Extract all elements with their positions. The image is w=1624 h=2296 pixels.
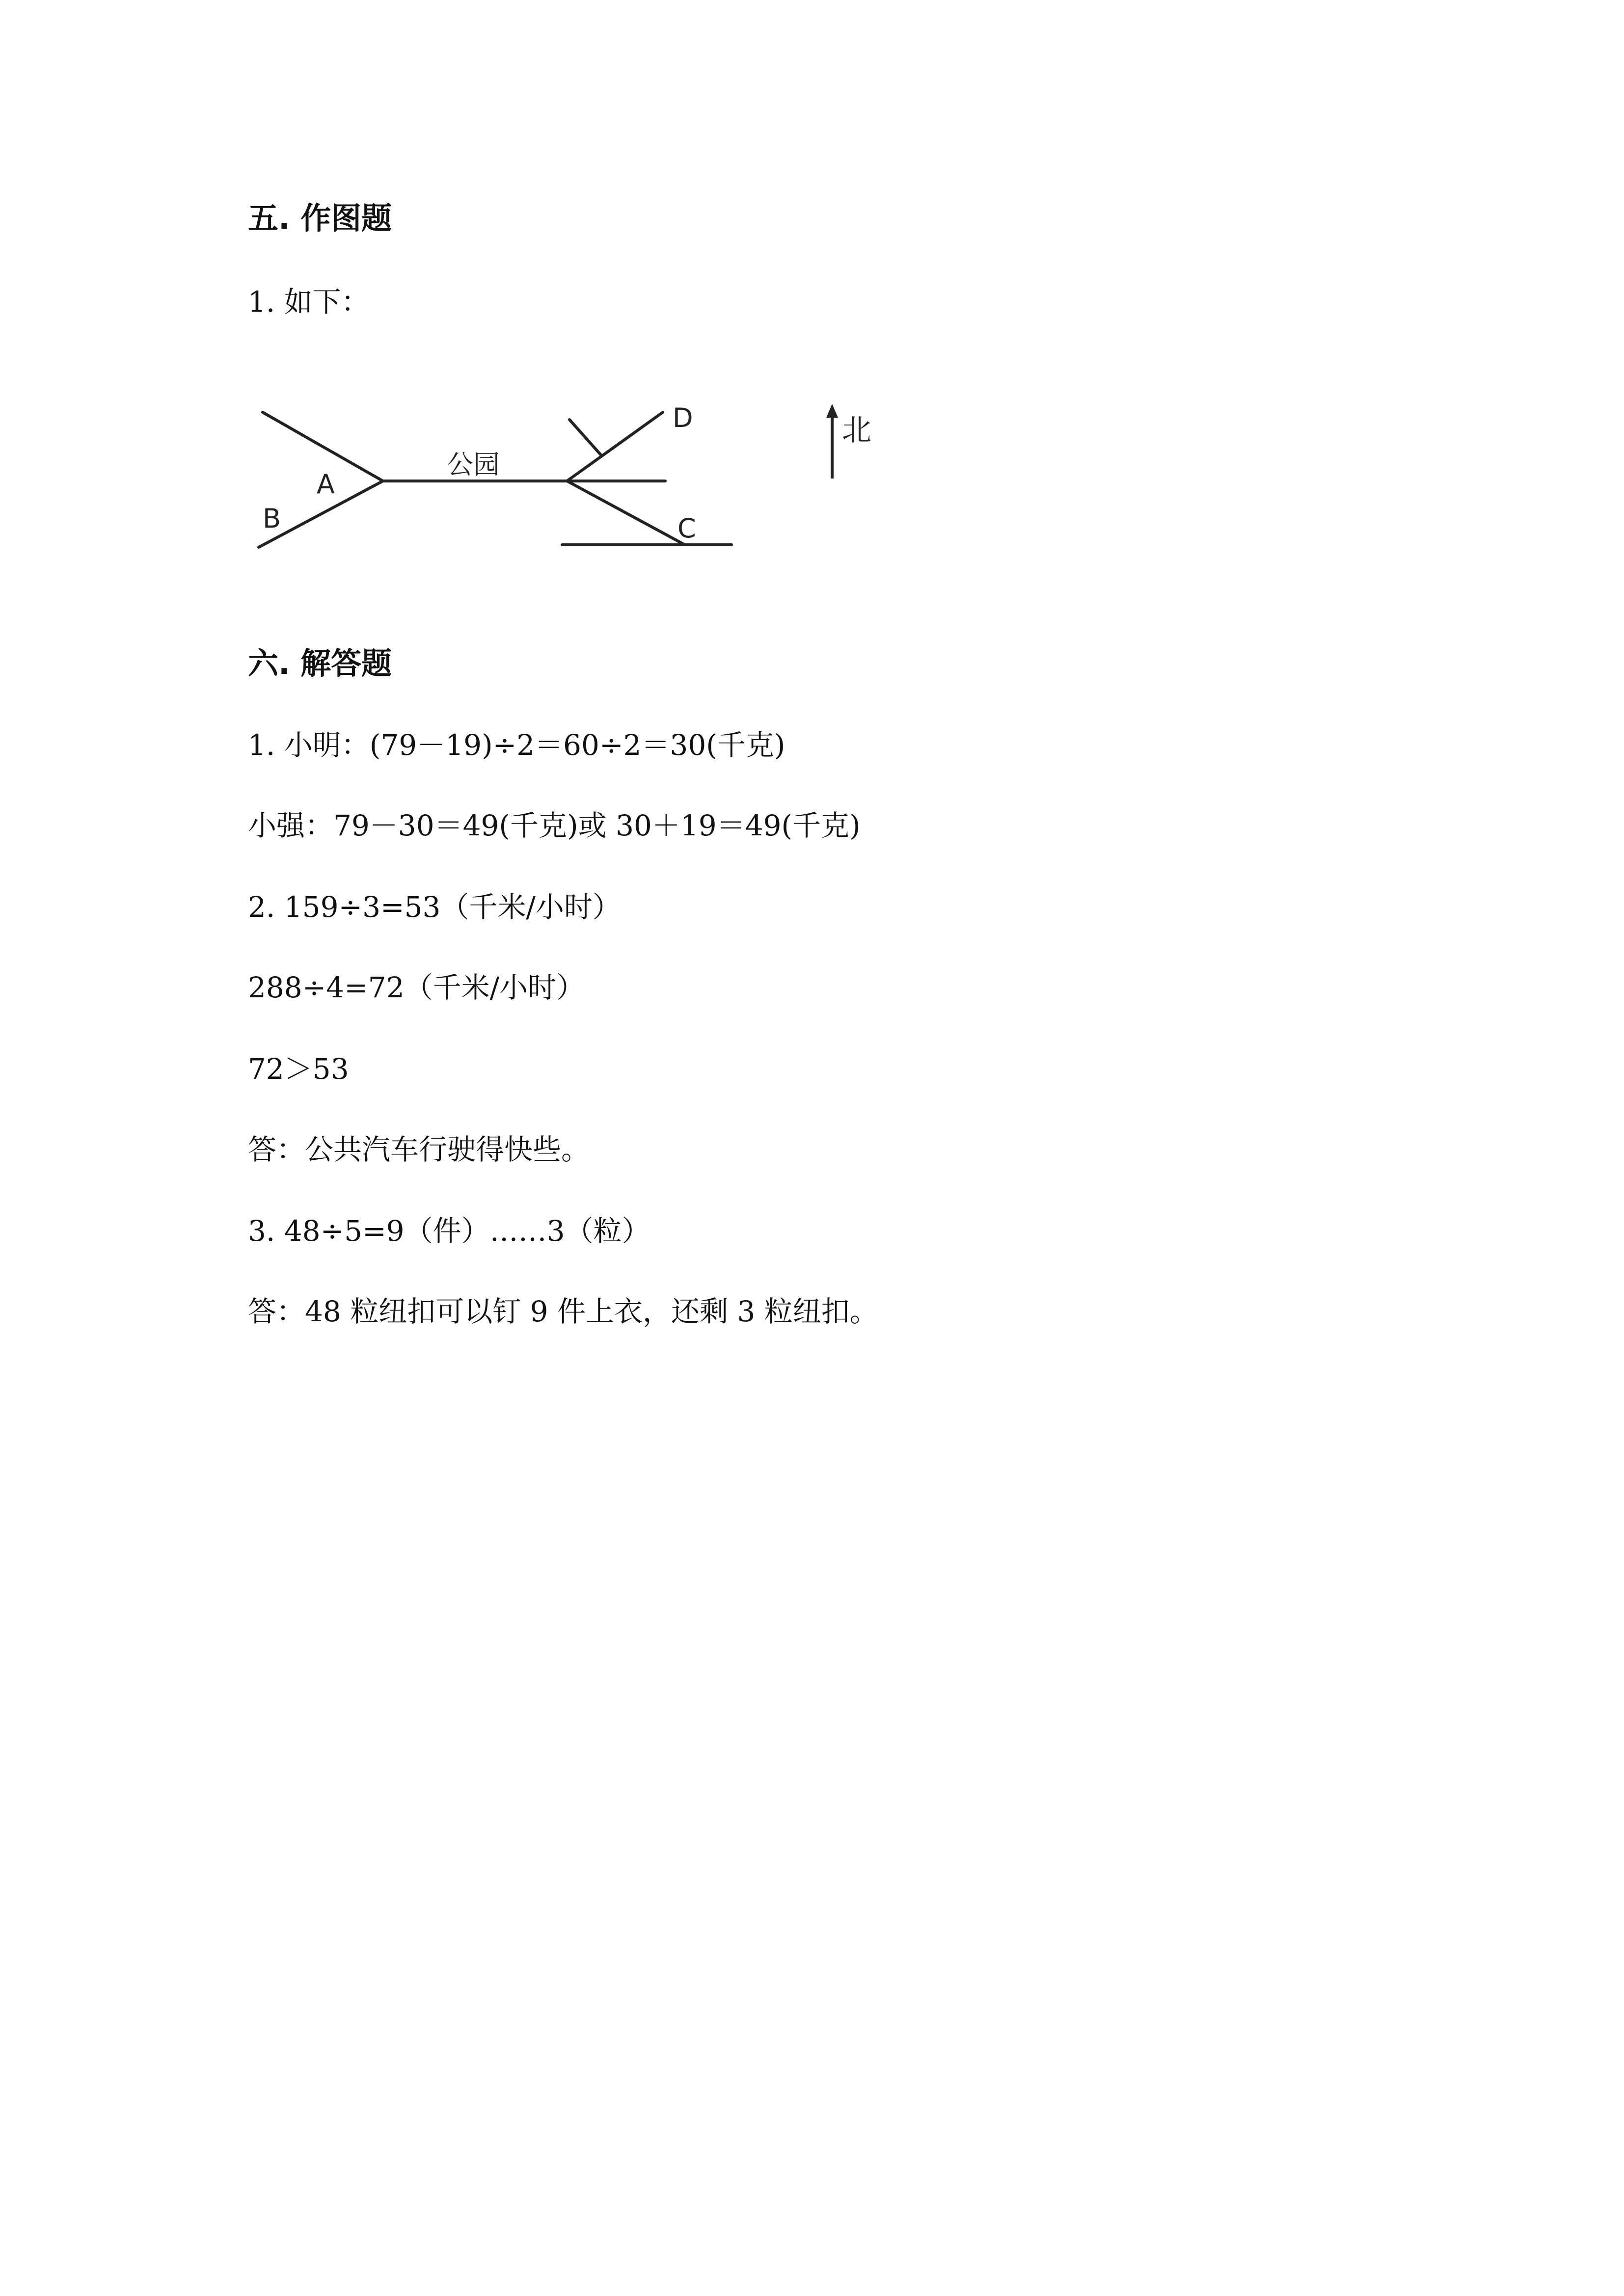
park-label: 公园 xyxy=(447,449,500,480)
answer-line-5: 72＞53 xyxy=(248,1052,349,1086)
point-d-label: D xyxy=(673,402,693,433)
road-to-point-d xyxy=(567,412,663,481)
point-c-label: C xyxy=(677,513,696,544)
point-a-label: A xyxy=(317,469,335,500)
answer-line-2: 小强：79－30＝49(千克)或 30＋19＝49(千克) xyxy=(248,809,861,842)
road-to-point-c xyxy=(567,481,685,545)
answer-line-3: 2. 159÷3=53（千米/小时） xyxy=(248,890,621,924)
north-label: 北 xyxy=(842,413,871,448)
road-d-branch xyxy=(569,420,601,455)
north-arrowhead-icon xyxy=(826,404,838,418)
north-indicator xyxy=(817,400,891,488)
route-map-figure xyxy=(248,388,763,560)
question-1-label: 1. 如下： xyxy=(248,285,370,319)
answer-line-4: 288÷4=72（千米/小时） xyxy=(248,971,585,1004)
point-b-label: B xyxy=(263,503,281,534)
section-5-heading: 五. 作图题 xyxy=(248,200,392,236)
answer-line-1: 1. 小明：(79－19)÷2＝60÷2＝30(千克) xyxy=(248,728,785,762)
answer-line-7: 3. 48÷5=9（件）……3（粒） xyxy=(248,1214,650,1248)
answer-line-8: 答：48 粒纽扣可以钉 9 件上衣，还剩 3 粒纽扣。 xyxy=(248,1295,878,1328)
answer-line-6: 答：公共汽车行驶得快些。 xyxy=(248,1133,590,1166)
section-6-heading: 六. 解答题 xyxy=(248,645,392,681)
